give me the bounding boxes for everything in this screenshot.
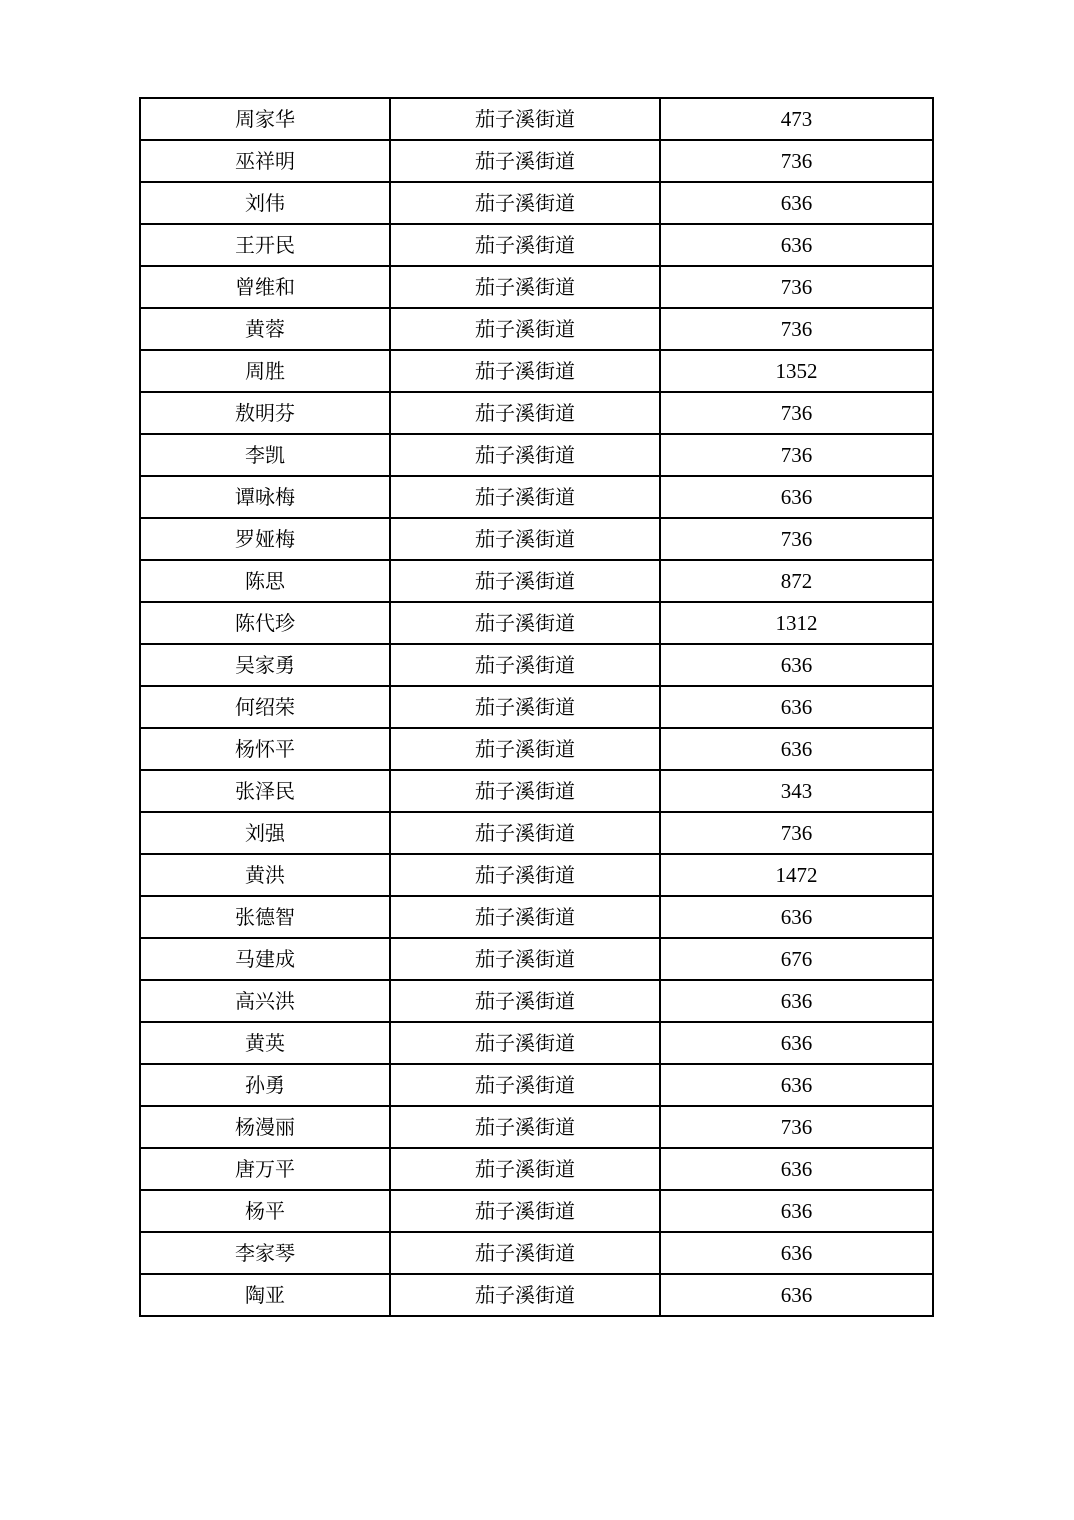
street-cell: 茄子溪街道 [390,728,660,770]
name-cell: 敖明芬 [140,392,390,434]
table-row [140,728,933,770]
name-cell: 杨怀平 [140,728,390,770]
street-cell: 茄子溪街道 [390,1106,660,1148]
street-cell: 茄子溪街道 [390,560,660,602]
name-cell: 陶亚 [140,1274,390,1316]
table-row [140,1106,933,1148]
street-cell: 茄子溪街道 [390,812,660,854]
amount-cell: 636 [660,1064,933,1106]
amount-cell: 736 [660,308,933,350]
street-cell: 茄子溪街道 [390,266,660,308]
name-cell: 李凯 [140,434,390,476]
table-row [140,896,933,938]
table-row [140,140,933,182]
amount-cell: 1352 [660,350,933,392]
amount-cell: 636 [660,1022,933,1064]
table-row [140,1274,933,1316]
table-row [140,854,933,896]
name-cell: 吴家勇 [140,644,390,686]
table-row [140,182,933,224]
street-cell: 茄子溪街道 [390,1190,660,1232]
street-cell: 茄子溪街道 [390,518,660,560]
name-cell: 杨漫丽 [140,1106,390,1148]
street-cell: 茄子溪街道 [390,1274,660,1316]
table-row [140,812,933,854]
name-cell: 巫祥明 [140,140,390,182]
amount-cell: 736 [660,812,933,854]
name-cell: 周家华 [140,98,390,140]
name-cell: 黄蓉 [140,308,390,350]
street-cell: 茄子溪街道 [390,854,660,896]
street-cell: 茄子溪街道 [390,140,660,182]
amount-cell: 636 [660,1190,933,1232]
table-row [140,308,933,350]
street-cell: 茄子溪街道 [390,182,660,224]
table-row [140,686,933,728]
amount-cell: 736 [660,140,933,182]
amount-cell: 636 [660,476,933,518]
street-cell: 茄子溪街道 [390,392,660,434]
table-row [140,980,933,1022]
table-row [140,770,933,812]
amount-cell: 736 [660,392,933,434]
name-cell: 李家琴 [140,1232,390,1274]
amount-cell: 636 [660,1274,933,1316]
street-cell: 茄子溪街道 [390,1022,660,1064]
table-row [140,350,933,392]
name-cell: 马建成 [140,938,390,980]
table-row [140,1064,933,1106]
amount-cell: 636 [660,224,933,266]
table-row [140,476,933,518]
name-cell: 黄洪 [140,854,390,896]
name-cell: 张德智 [140,896,390,938]
amount-cell: 736 [660,266,933,308]
table-row [140,266,933,308]
table-row [140,392,933,434]
table-row [140,1148,933,1190]
street-cell: 茄子溪街道 [390,350,660,392]
street-cell: 茄子溪街道 [390,1064,660,1106]
street-cell: 茄子溪街道 [390,1148,660,1190]
name-cell: 高兴洪 [140,980,390,1022]
document-page [139,97,934,1317]
table-row [140,1022,933,1064]
street-cell: 茄子溪街道 [390,896,660,938]
name-cell: 张泽民 [140,770,390,812]
amount-cell: 736 [660,1106,933,1148]
street-cell: 茄子溪街道 [390,938,660,980]
amount-cell: 736 [660,518,933,560]
amount-cell: 636 [660,980,933,1022]
name-cell: 何绍荣 [140,686,390,728]
table-row [140,938,933,980]
table-row [140,560,933,602]
table-row [140,98,933,140]
amount-cell: 636 [660,182,933,224]
street-cell: 茄子溪街道 [390,434,660,476]
street-cell: 茄子溪街道 [390,686,660,728]
amount-cell: 636 [660,644,933,686]
table-row [140,518,933,560]
table-row [140,1190,933,1232]
amount-cell: 1312 [660,602,933,644]
street-cell: 茄子溪街道 [390,1232,660,1274]
name-cell: 谭咏梅 [140,476,390,518]
amount-cell: 736 [660,434,933,476]
roster-table [139,97,934,1317]
amount-cell: 636 [660,1232,933,1274]
amount-cell: 676 [660,938,933,980]
street-cell: 茄子溪街道 [390,98,660,140]
amount-cell: 636 [660,896,933,938]
amount-cell: 636 [660,728,933,770]
street-cell: 茄子溪街道 [390,476,660,518]
name-cell: 陈思 [140,560,390,602]
name-cell: 罗娅梅 [140,518,390,560]
street-cell: 茄子溪街道 [390,308,660,350]
amount-cell: 343 [660,770,933,812]
table-row [140,1232,933,1274]
street-cell: 茄子溪街道 [390,770,660,812]
table-row [140,224,933,266]
amount-cell: 473 [660,98,933,140]
name-cell: 陈代珍 [140,602,390,644]
amount-cell: 872 [660,560,933,602]
amount-cell: 636 [660,1148,933,1190]
name-cell: 周胜 [140,350,390,392]
table-row [140,434,933,476]
table-row [140,602,933,644]
name-cell: 唐万平 [140,1148,390,1190]
name-cell: 孙勇 [140,1064,390,1106]
street-cell: 茄子溪街道 [390,602,660,644]
name-cell: 曾维和 [140,266,390,308]
name-cell: 刘强 [140,812,390,854]
name-cell: 杨平 [140,1190,390,1232]
amount-cell: 1472 [660,854,933,896]
name-cell: 黄英 [140,1022,390,1064]
street-cell: 茄子溪街道 [390,644,660,686]
table-row [140,644,933,686]
street-cell: 茄子溪街道 [390,980,660,1022]
name-cell: 刘伟 [140,182,390,224]
roster-table-body [140,98,933,1316]
amount-cell: 636 [660,686,933,728]
name-cell: 王开民 [140,224,390,266]
street-cell: 茄子溪街道 [390,224,660,266]
